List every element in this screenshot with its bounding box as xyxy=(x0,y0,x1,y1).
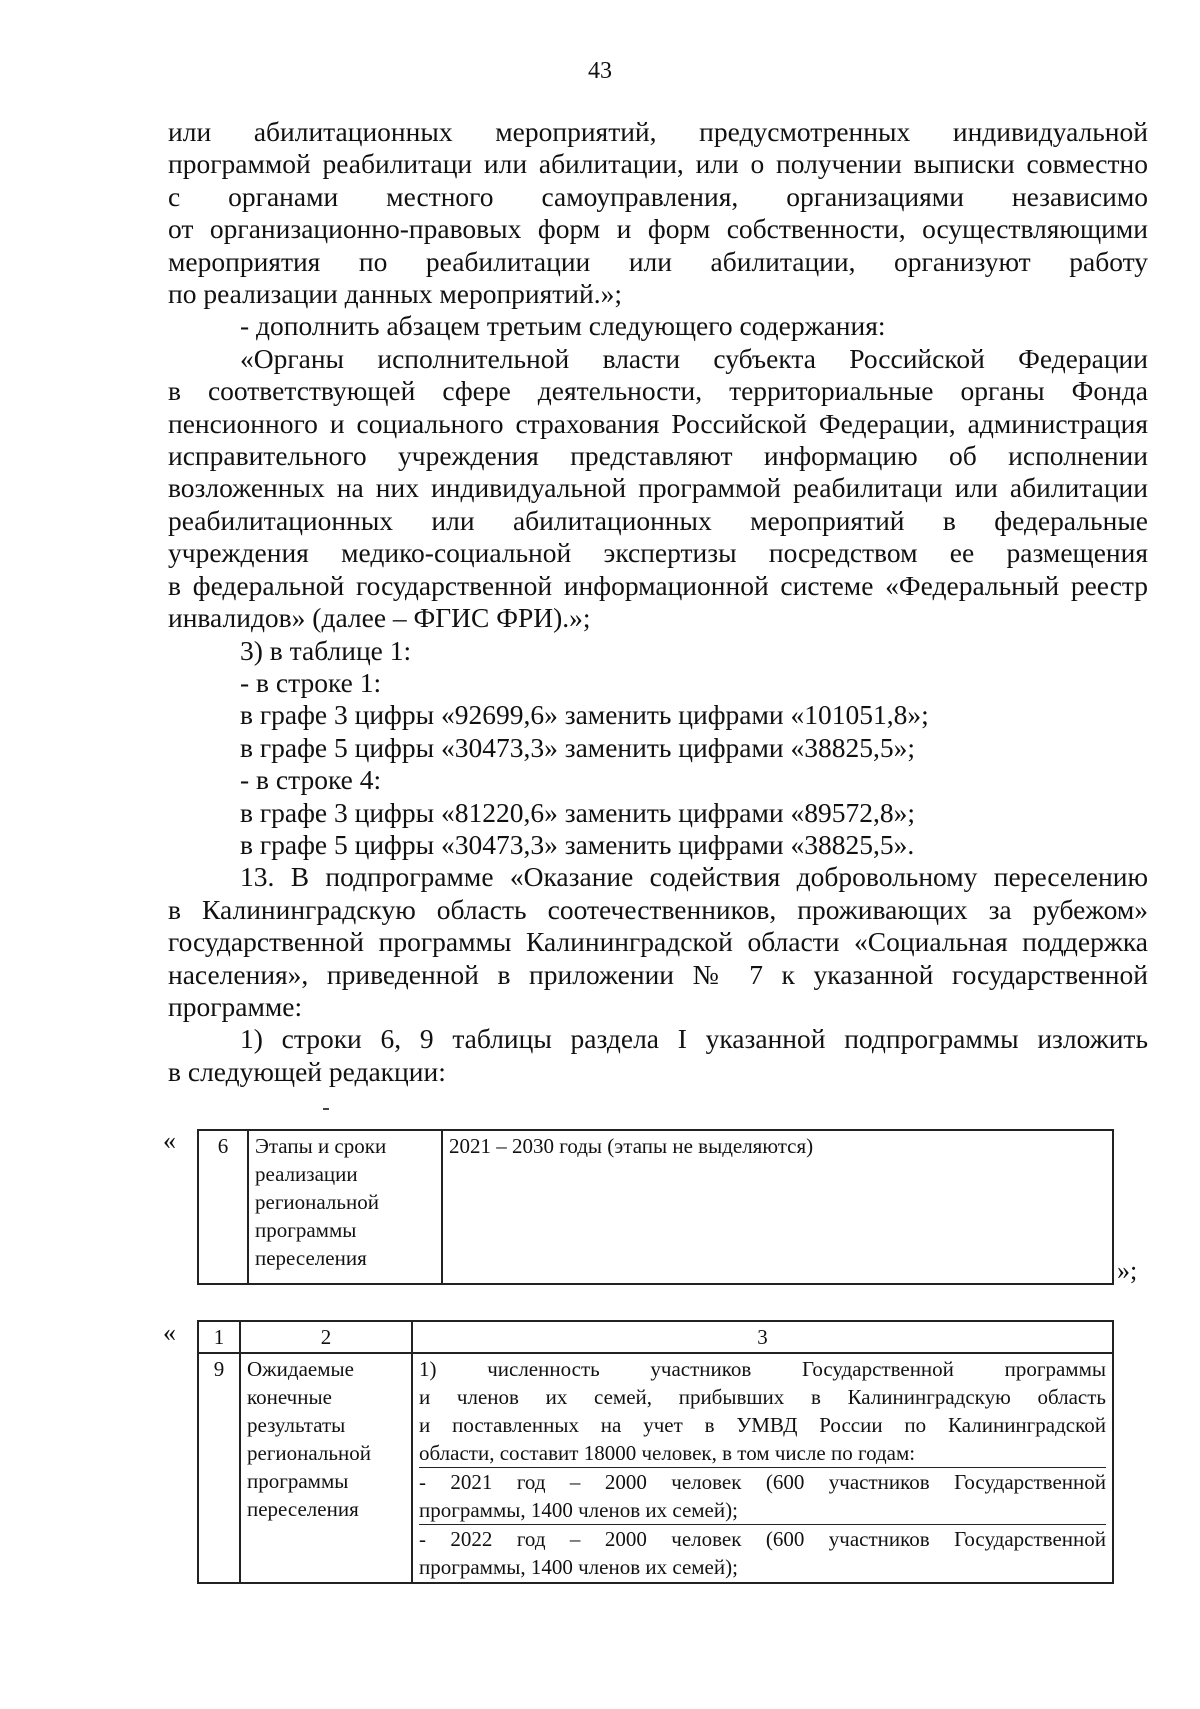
text-line: в графе 5 цифры «30473,3» заменить цифрами «38825,5»; xyxy=(240,731,915,763)
row-name-line: программы xyxy=(247,1469,349,1493)
row-value-line: и членов их семей, прибывших в Калининградскую область xyxy=(419,1385,1106,1409)
text-line: - дополнить абзацем третьим следующего содержания: xyxy=(240,310,886,342)
header-cell: 2 xyxy=(240,1321,412,1353)
row-name-line: реализации xyxy=(255,1162,358,1186)
row-value-cell: 2021 – 2030 годы (этапы не выделяются) xyxy=(442,1130,1113,1284)
page-number: 43 xyxy=(588,58,612,84)
document-body xyxy=(168,116,1148,1088)
table-row xyxy=(198,1353,1113,1583)
row-name-line: региональной xyxy=(255,1190,379,1214)
text-line: исправительного учреждения представляют информацию об исполнении xyxy=(168,440,1148,472)
row-value-line: 1) численность участников Государственной программы xyxy=(419,1357,1106,1381)
scan-mark xyxy=(323,1108,329,1110)
header-cell: 1 xyxy=(198,1321,240,1353)
close-quote: »; xyxy=(1117,1256,1138,1285)
row-name-line: конечные xyxy=(247,1385,332,1409)
text-line: реабилитационных или абилитационных мероприятий в федеральные xyxy=(168,504,1148,536)
text-line: 3) в таблице 1: xyxy=(240,634,412,666)
row-name-line: Ожидаемые xyxy=(247,1357,354,1381)
text-line: мероприятия по реабилитации или абилитации, организуют работу xyxy=(168,245,1148,277)
table-row-9 xyxy=(197,1320,1114,1584)
text-line: - в строке 1: xyxy=(240,666,382,698)
row-value-line: программы, 1400 членов их семей); xyxy=(419,1555,738,1579)
text-line: в графе 5 цифры «30473,3» заменить цифрами «38825,5». xyxy=(240,828,915,860)
text-line: в федеральной государственной информационной системе «Федеральный реестр xyxy=(168,569,1148,601)
open-quote: « xyxy=(163,1126,176,1155)
row-name-cell xyxy=(248,1130,442,1284)
text-line: 1) строки 6, 9 таблицы раздела I указанной подпрограммы изложить xyxy=(240,1023,1148,1055)
open-quote: « xyxy=(163,1318,176,1347)
header-cell: 3 xyxy=(412,1321,1113,1353)
text-line: 13. В подпрограмме «Оказание содействия добровольному переселению xyxy=(240,861,1148,893)
text-line: в графе 3 цифры «81220,6» заменить цифрами «89572,8»; xyxy=(240,796,915,828)
row-value-line: и поставленных на учет в УМВД России по Калининградской xyxy=(419,1413,1106,1437)
row-name-line: Этапы и сроки xyxy=(255,1134,387,1158)
text-line: программой реабилитаци или абилитации, или о получении выписки совместно xyxy=(168,148,1148,180)
text-line: с органами местного самоуправления, организациями независимо xyxy=(168,180,1148,212)
row-value-line: области, составит 18000 человек, в том числе по годам: xyxy=(419,1441,916,1465)
text-line: в Калининградскую область соотечественников, проживающих за рубежом» xyxy=(168,893,1148,925)
text-line: инвалидов» (далее – ФГИС ФРИ).»; xyxy=(168,602,591,634)
text-line: - в строке 4: xyxy=(240,764,382,796)
table-row xyxy=(198,1130,1113,1284)
table-header-row xyxy=(198,1321,1113,1353)
text-line: государственной программы Калининградской области «Социальная поддержка xyxy=(168,926,1148,958)
row-name-line: программы xyxy=(255,1218,357,1242)
row-value-line: - 2022 год – 2000 человек (600 участников Государственной xyxy=(419,1524,1106,1553)
row-number-cell: 9 xyxy=(198,1353,240,1583)
row-value-line: - 2021 год – 2000 человек (600 участников Государственной xyxy=(419,1467,1106,1496)
row-value-line: программы, 1400 членов их семей); xyxy=(419,1498,738,1522)
text-line: в соответствующей сфере деятельности, территориальные органы Фонда xyxy=(168,375,1148,407)
row-name-cell xyxy=(240,1353,412,1583)
row-value-cell xyxy=(412,1353,1113,1583)
text-line: или абилитационных мероприятий, предусмотренных индивидуальной xyxy=(168,116,1148,147)
row-name-line: переселения xyxy=(255,1246,367,1270)
text-line: «Органы исполнительной власти субъекта Российской Федерации xyxy=(240,342,1148,374)
text-line: возложенных на них индивидуальной программой реабилитаци или абилитации xyxy=(168,472,1148,504)
table-row-6 xyxy=(197,1129,1114,1285)
row-name-line: региональной xyxy=(247,1441,371,1465)
text-line: населения», приведенной в приложении № 7 к указанной государственной xyxy=(168,958,1148,990)
text-line: пенсионного и социального страхования Российской Федерации, администрация xyxy=(168,407,1148,439)
row-number-cell: 6 xyxy=(198,1130,248,1284)
row-name-line: переселения xyxy=(247,1497,359,1521)
text-line: от организационно-правовых форм и форм собственности, осуществляющими xyxy=(168,213,1148,245)
text-line: программе: xyxy=(168,990,303,1022)
text-line: в следующей редакции: xyxy=(168,1055,446,1087)
row-name-line: результаты xyxy=(247,1413,346,1437)
text-line: в графе 3 цифры «92699,6» заменить цифрами «101051,8»; xyxy=(240,699,929,731)
text-line: учреждения медико-социальной экспертизы посредством ее размещения xyxy=(168,537,1148,569)
text-line: по реализации данных мероприятий.»; xyxy=(168,278,623,310)
